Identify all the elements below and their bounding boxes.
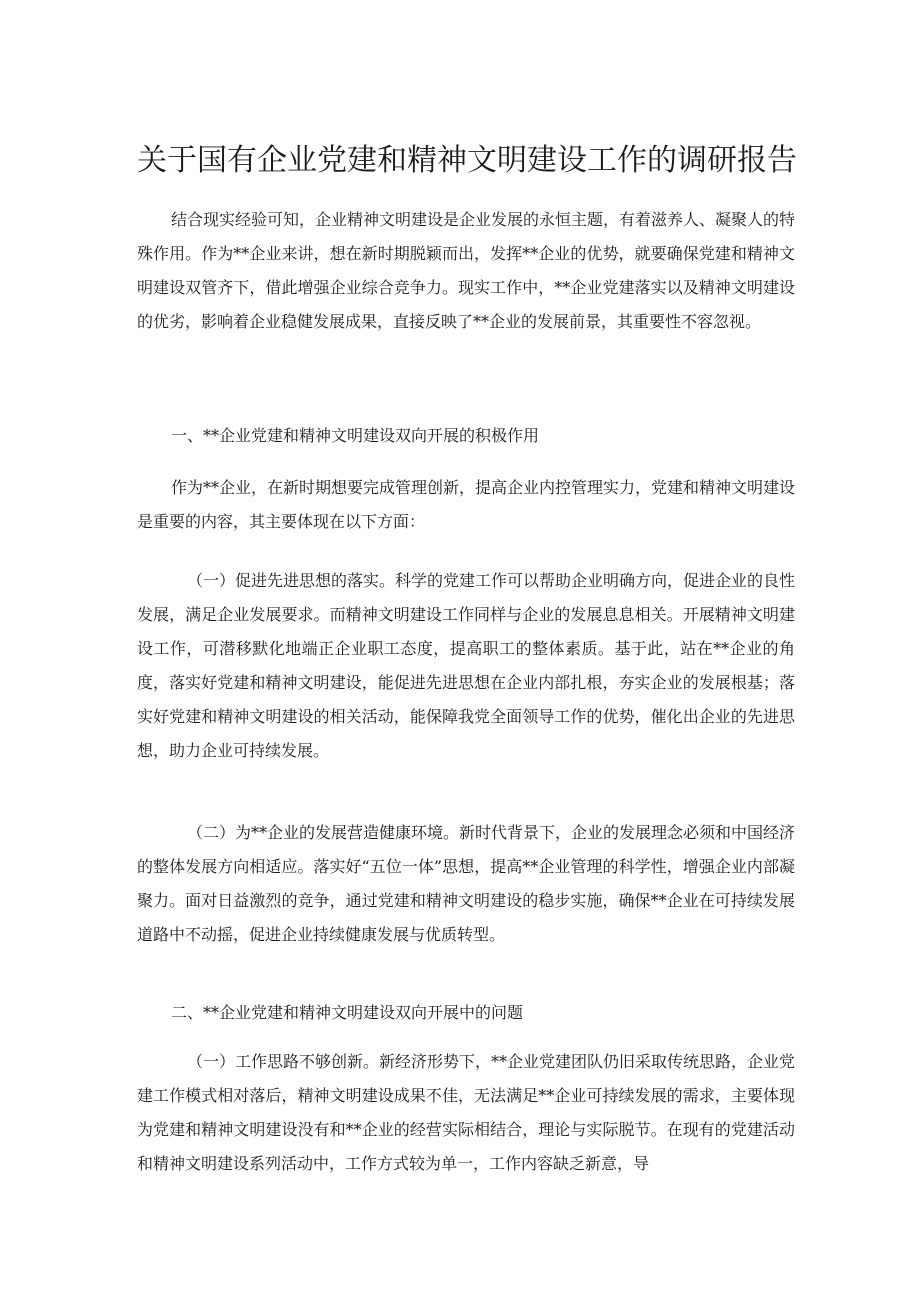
subsection-one-one-paragraph: （一）促进先进思想的落实。科学的党建工作可以帮助企业明确方向，促进企业的良性发展，满足企业发展要求。而精神文明建设工作同样与企业的发展息息相关。开展精神文明建设工作，可潜移默化地端正企业职工态度，提高职工的整体素质。基于此，站在**企业的角度，落实好党建和精神文明建设，能促进先进思想在企业内部扎根，夯实企业的发展根基；落实好党建和精神文明建设的相关活动，能保障我党全面领导工作的优势，催化出企业的先进思想，助力企业可持续发展。: [137, 571, 796, 760]
section-heading-two: 二、**企业党建和精神文明建设双向开展中的问题: [171, 1003, 524, 1022]
section-heading-one: 一、**企业党建和精神文明建设双向开展的积极作用: [171, 426, 540, 445]
document-title: 关于国有企业党建和精神文明建设工作的调研报告: [137, 143, 797, 178]
section-one-paragraph: 作为**企业，在新时期想要完成管理创新，提高企业内控管理实力，党建和精神文明建设是重要的内容，其主要体现在以下方面：: [137, 478, 796, 531]
intro-paragraph: 结合现实经验可知，企业精神文明建设是企业发展的永恒主题，有着滋养人、凝聚人的特殊作用。作为**企业来讲，想在新时期脱颖而出，发挥**企业的优势，就要确保党建和精神文明建设双管齐下，借此增强企业综合竞争力。现实工作中，**企业党建落实以及精神文明建设的优劣，影响着企业稳健发展成果，直接反映了**企业的发展前景，其重要性不容忽视。: [137, 210, 796, 331]
subsection-two-one-paragraph: （一）工作思路不够创新。新经济形势下，**企业党建团队仍旧采取传统思路，企业党建工作模式相对落后，精神文明建设成果不佳，无法满足**企业可持续发展的需求，主要体现为党建和精神文明建设没有和**企业的经营实际相结合，理论与实际脱节。在现有的党建活动和精神文明建设系列活动中，工作方式较为单一，工作内容缺乏新意，导: [137, 1052, 796, 1173]
subsection-one-two-paragraph: （二）为**企业的发展营造健康环境。新时代背景下，企业的发展理念必须和中国经济的整体发展方向相适应。落实好“五位一体”思想，提高**企业管理的科学性，增强企业内部凝聚力。面对日益激烈的竞争，通过党建和精神文明建设的稳步实施，确保**企业在可持续发展道路中不动摇，促进企业持续健康发展与优质转型。: [137, 823, 796, 944]
